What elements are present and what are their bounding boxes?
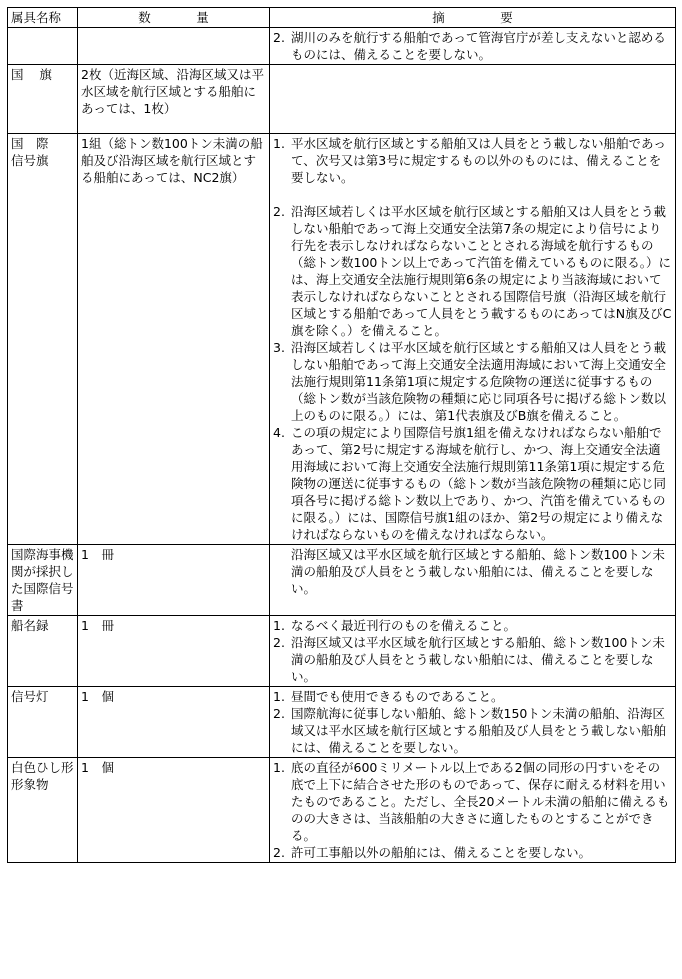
item-name-cell: 信号灯 — [8, 687, 78, 758]
quantity-cell — [78, 28, 270, 65]
note-item: 2. 国際航海に従事しない船舶、総トン数150トン未満の船舶、沿海区域又は平水区域を航行区域とする船舶及び人員をとう載しない船舶には、備えることを要しない。 — [273, 706, 667, 755]
note-item: 4. この項の規定により国際信号旗1組を備えなければならない船舶であって、第2号に規定する海域を航行し、かつ、海上交通安全法適用海域において海上交通安全法施行規則第11条第1項に規定する危険物の運送に従事するもの（総トン数が当該危険物の種類に応じ同項各号に掲げる総トン数以上であり、かつ、汽笛を備えているものに限る。）には、国際信号旗1組のほか、第2号の規定により備えなければならないものを備えなければならない。 — [273, 425, 667, 542]
table-row — [8, 758, 676, 863]
table-row — [8, 65, 676, 134]
table-header-row — [8, 8, 676, 28]
table-row — [8, 616, 676, 687]
notes-cell — [270, 758, 676, 863]
item-name-cell: 船名録 — [8, 616, 78, 687]
note-item: 2. 沿海区域又は平水区域を航行区域とする船舶、総トン数100トン未満の船舶及び人員をとう載しない船舶には、備えることを要しない。 — [273, 635, 665, 684]
item-name-cell: 国際海事機関が採択した国際信号書 — [8, 545, 78, 616]
item-name-cell — [8, 28, 78, 65]
notes-cell — [270, 545, 676, 616]
notes-cell — [270, 134, 676, 545]
header-notes — [270, 8, 676, 28]
header-notes-a: 摘 — [432, 10, 445, 25]
header-quantity — [78, 8, 270, 28]
note-item: 1. 底の直径が600ミリメートル以上である2個の同形の円すいをその底で上下に結合させた形のものであって、保存に耐える材料を用いたものであること。ただし、全長20メートル未満の船舶に備えるものの大きさは、当該船舶の大きさに適したものとすることができる。 — [273, 760, 670, 843]
quantity-cell: 1 個 — [78, 687, 270, 758]
note-item: 3. 沿海区域若しくは平水区域を航行区域とする船舶又は人員をとう載しない船舶であって海上交通安全法適用海域において海上交通安全法施行規則第11条第1項に規定する危険物の運送に従事するもの（総トン数が当該危険物の種類に応じ同項各号に掲げる総トン数以上のものに限る。）には、第1代表旗及びB旗を備えること。 — [273, 340, 667, 423]
notes-cell — [270, 28, 676, 65]
notes-cell — [270, 616, 676, 687]
note-item: 2. 許可工事船以外の船舶には、備えることを要しない。 — [273, 845, 592, 860]
table-row — [8, 545, 676, 616]
quantity-cell: 1組（総トン数100トン未満の船舶及び沿海区域を航行区域とする船舶にあっては、NC2旗） — [78, 134, 270, 545]
note-item: 2. 湖川のみを航行する船舶であって管海官庁が差し支えないと認めるものには、備えることを要しない。 — [273, 30, 666, 62]
table-row — [8, 28, 676, 65]
notes-cell — [270, 687, 676, 758]
header-notes-b: 要 — [500, 10, 513, 25]
table-row — [8, 687, 676, 758]
note-item: 1. なるべく最近刊行のものを備えること。 — [273, 618, 517, 633]
header-quantity-b: 量 — [196, 10, 209, 25]
table-row — [8, 134, 676, 545]
plain-note: 沿海区域又は平水区域を航行区域とする船舶、総トン数100トン未満の船舶及び人員をとう載しない船舶には、備えることを要しない。 — [291, 547, 665, 596]
quantity-cell: 1 個 — [78, 758, 270, 863]
note-item: 2. 沿海区域若しくは平水区域を航行区域とする船舶又は人員をとう載しない船舶であって海上交通安全法第7条の規定により信号により行先を表示しなければならないこととされる海域を航行するもの（総トン数100トン以上であって汽笛を備えているものに限る。）には、海上交通安全法施行規則第6条の規定により当該海域において表示しなければならないこととされる国際信号旗（沿海区域を航行区域とする船舶であって人員をとう載するものにあってはN旗及びC旗を除く。）を備えること。 — [273, 204, 672, 338]
item-name-cell: 国 旗 — [8, 65, 78, 134]
quantity-cell: 1 冊 — [78, 616, 270, 687]
header-quantity-a: 数 — [138, 10, 151, 25]
quantity-cell: 2枚（近海区域、沿海区域又は平水区域を航行区域とする船舶にあっては、1枚） — [78, 65, 270, 134]
note-item: 1. 昼間でも使用できるものであること。 — [273, 689, 504, 704]
equipment-table — [7, 7, 676, 863]
note-item: 1. 平水区域を航行区域とする船舶又は人員をとう載しない船舶であって、次号又は第3号に規定するもの以外のものには、備えることを要しない。 — [273, 136, 666, 185]
item-name-cell: 国 際 信号旗 — [8, 134, 78, 545]
header-item-name: 属具名称 — [8, 8, 78, 28]
quantity-cell: 1 冊 — [78, 545, 270, 616]
notes-cell — [270, 65, 676, 134]
item-name-cell: 白色ひし形形象物 — [8, 758, 78, 863]
